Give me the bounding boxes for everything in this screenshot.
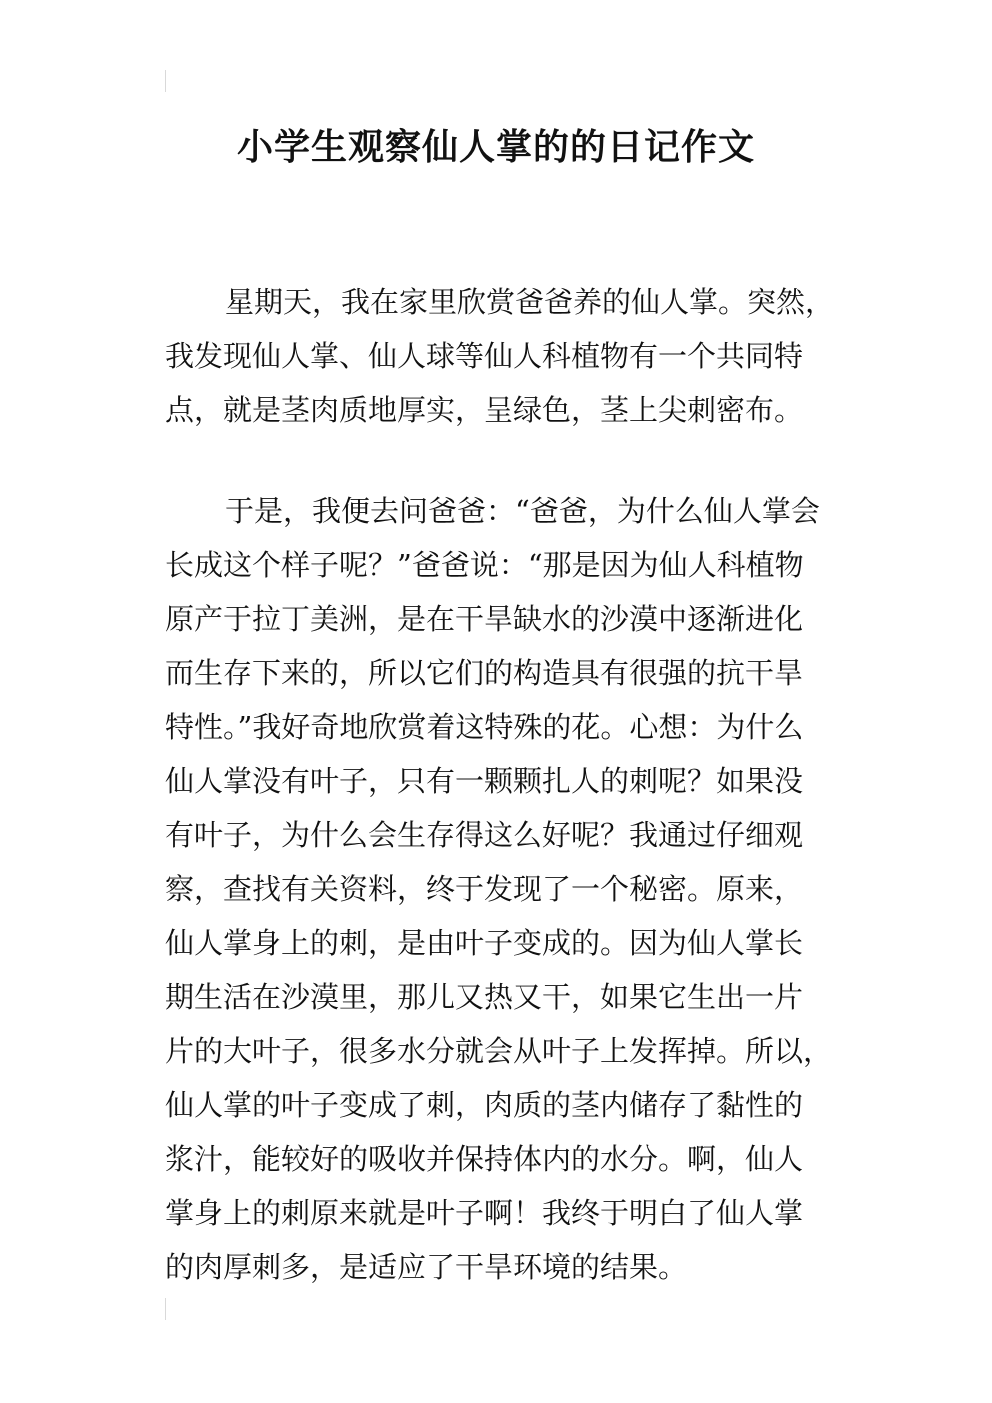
paragraph-line: 仙人掌没有叶子，只有一颗颗扎人的刺呢？如果没 [165, 764, 804, 798]
paragraph-line: 的肉厚刺多，是适应了干旱环境的结果。 [165, 1250, 688, 1284]
paragraph-line: 而生存下来的，所以它们的构造具有很强的抗干旱 [165, 656, 804, 690]
paragraph-line: 长成这个样子呢？”爸爸说：“那是因为仙人科植物 [165, 548, 804, 582]
document-title: 小学生观察仙人掌的的日记作文 [236, 127, 755, 168]
paragraph-line: 星期天，我在家里欣赏爸爸养的仙人掌。突然， [225, 285, 835, 319]
paragraph-line: 察，查找有关资料，终于发现了一个秘密。原来， [165, 872, 804, 906]
paragraph-line: 特性。”我好奇地欣赏着这特殊的花。心想：为什么 [165, 710, 804, 744]
paragraph-line: 仙人掌身上的刺，是由叶子变成的。因为仙人掌长 [165, 926, 804, 960]
paragraph-line: 我发现仙人掌、仙人球等仙人科植物有一个共同特 [165, 339, 804, 373]
paragraph-line: 于是，我便去问爸爸：“爸爸，为什么仙人掌会 [225, 494, 820, 528]
paragraph-line: 期生活在沙漠里，那儿又热又干，如果它生出一片 [165, 980, 804, 1014]
paragraph-line: 浆汁，能较好的吸收并保持体内的水分。啊，仙人 [165, 1142, 804, 1176]
top-margin-mark [165, 70, 166, 92]
paragraph-line: 点，就是茎肉质地厚实，呈绿色，茎上尖刺密布。 [165, 393, 804, 427]
paragraph-line: 仙人掌的叶子变成了刺，肉质的茎内储存了黏性的 [165, 1088, 804, 1122]
paragraph-1 [165, 275, 835, 437]
paragraph-line: 片的大叶子，很多水分就会从叶子上发挥掉。所以， [165, 1034, 833, 1068]
bottom-margin-mark [165, 1298, 166, 1320]
paragraph-line: 原产于拉丁美洲，是在干旱缺水的沙漠中逐渐进化 [165, 602, 804, 636]
paragraph-line: 有叶子，为什么会生存得这么好呢？我通过仔细观 [165, 818, 804, 852]
paragraph-line: 掌身上的刺原来就是叶子啊！我终于明白了仙人掌 [165, 1196, 804, 1230]
paragraph-2 [165, 484, 835, 1294]
